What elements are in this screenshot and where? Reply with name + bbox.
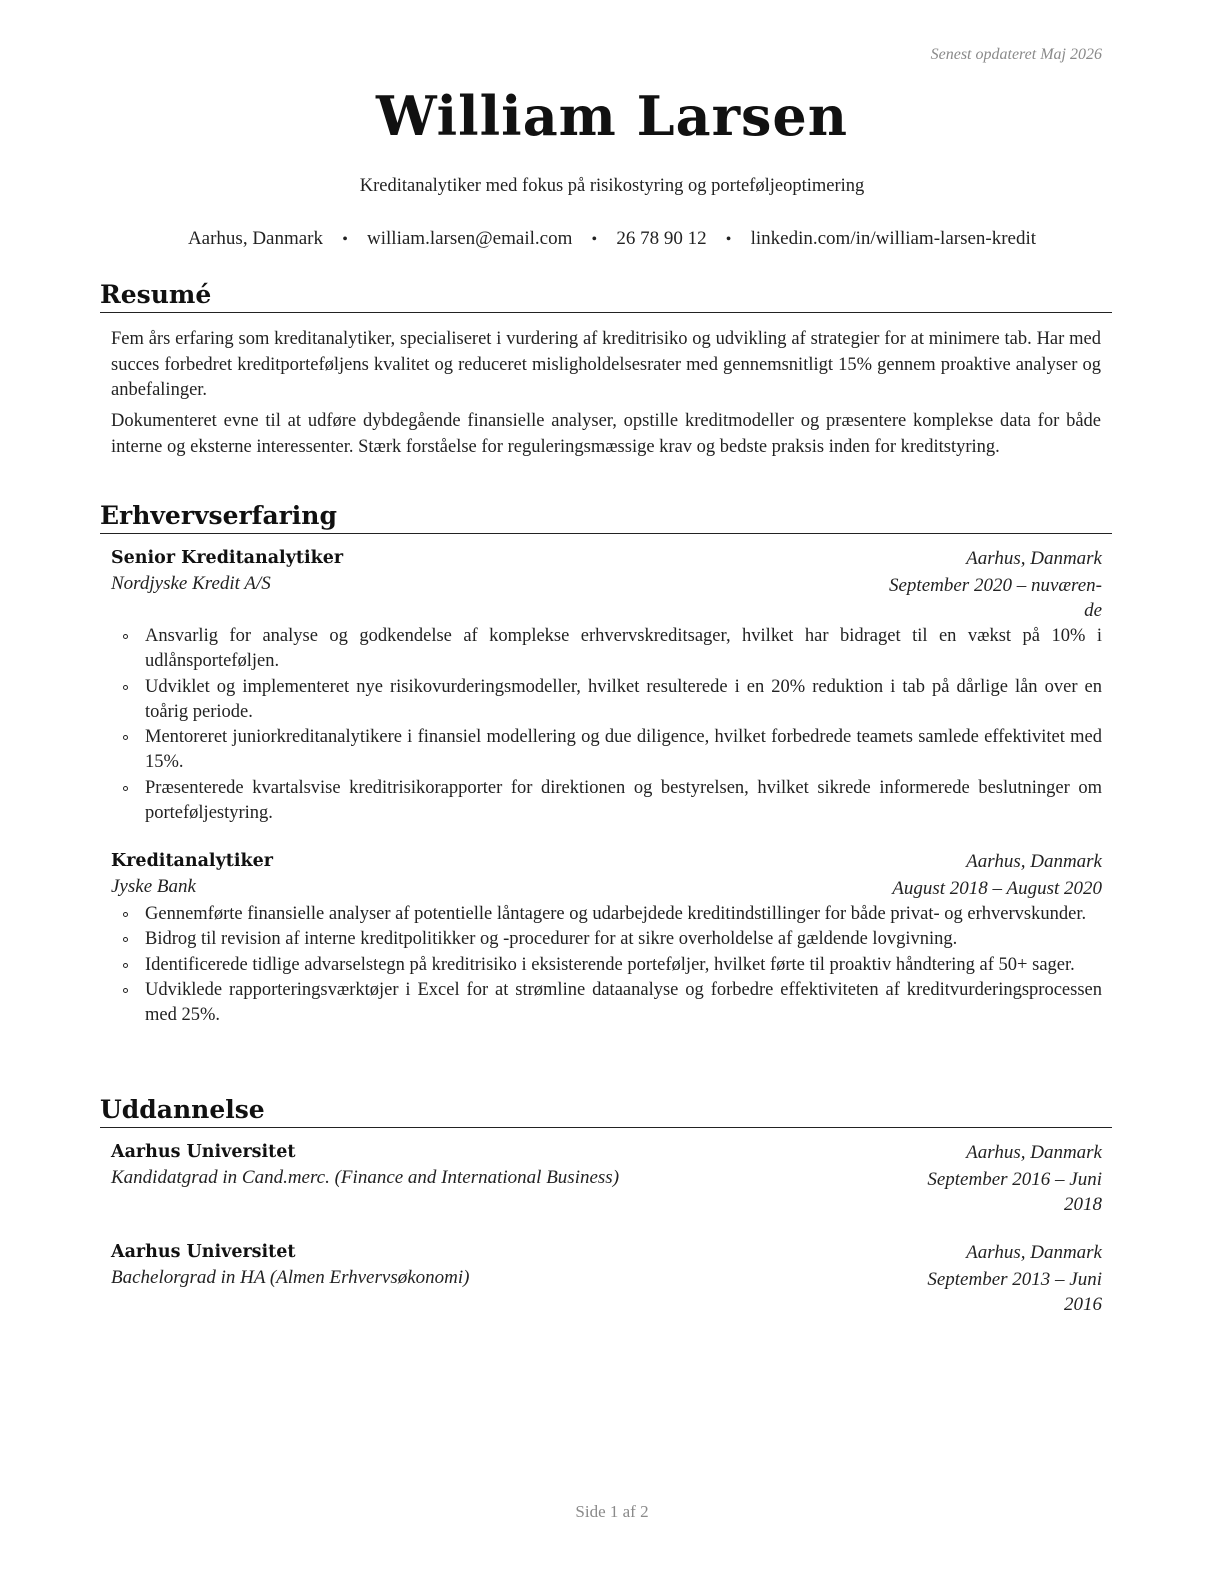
job-dates-line-1: September 2020 – nuværen-	[889, 575, 1102, 596]
job-company: Jyske Bank	[111, 876, 196, 897]
bullet-text: Mentoreret juniorkreditanalytikere i finansiel modellering og due diligence, hvilket forbedrede teamets samlede effektivitet med 15%.	[145, 727, 1102, 773]
section-title-education: Uddannelse	[100, 1093, 1112, 1128]
circle-bullet-icon	[123, 786, 128, 791]
list-item	[111, 725, 1102, 776]
circle-bullet-icon	[123, 963, 128, 968]
bullet-text: Bidrog til revision af interne kreditpolitikker og -procedurer for at sikre overholdelse af gældende lovgivning.	[145, 929, 958, 950]
last-updated: Senest opdateret Maj 2026	[930, 46, 1102, 63]
job-header	[111, 851, 1102, 877]
education-school: Aarhus Universitet	[111, 1242, 296, 1262]
education-dates	[927, 1167, 1102, 1217]
education-dates-line-2: 2016	[1064, 1294, 1102, 1315]
circle-bullet-icon	[123, 912, 128, 917]
summary-paragraph-2: Dokumenteret evne til at udføre dybdegående finansielle analyser, opstille kreditmodeller og præsentere komplekse data for både interne og eksterne interessenter. Stærk forståelse for reguleringsmæssige krav og bedste praksis inden for kreditstyring.	[111, 411, 1101, 457]
education-dates-line-2: 2018	[1064, 1194, 1102, 1215]
circle-bullet-icon	[123, 634, 128, 639]
job-header	[111, 548, 1102, 574]
contact-location: Aarhus, Danmark	[187, 228, 324, 249]
list-item	[111, 953, 1102, 978]
education-dates-line-1: September 2016 – Juni	[927, 1169, 1102, 1190]
job-location: Aarhus, Danmark	[966, 851, 1102, 872]
circle-bullet-icon	[123, 988, 128, 993]
tagline: Kreditanalytiker med fokus på risikostyring og porteføljeoptimering	[359, 176, 865, 196]
bullet-separator: •	[591, 231, 598, 248]
list-item	[111, 902, 1102, 927]
job-role: Kreditanalytiker	[111, 851, 273, 871]
job-dates-line-2: de	[1084, 600, 1102, 621]
bullet-separator: •	[342, 231, 348, 248]
contact-line	[0, 228, 1224, 250]
education-school: Aarhus Universitet	[111, 1142, 296, 1162]
circle-bullet-icon	[123, 937, 128, 942]
education-dates-line-1: September 2013 – Juni	[927, 1269, 1102, 1290]
bullet-text: Præsenterede kvartalsvise kreditrisikorapporter for direktionen og bestyrelsen, hvilket sikrede informerede beslutninger om porteføljestyring.	[145, 777, 1102, 824]
bullet-text: Gennemførte finansielle analyser af potentielle låntagere og udarbejdede kreditindstillinger for både privat- og erhvervskunder.	[145, 904, 1087, 924]
job-dates	[889, 573, 1102, 623]
job-role: Senior Kreditanalytiker	[111, 548, 344, 568]
list-item	[111, 776, 1102, 827]
education-location: Aarhus, Danmark	[966, 1242, 1102, 1263]
list-item	[111, 927, 1102, 952]
job-company: Nordjyske Kredit A/S	[111, 573, 271, 594]
circle-bullet-icon	[123, 735, 128, 740]
bullet-text: Udviklede rapporteringsværktøjer i Excel for at strømline dataanalyse og forbedre effektiviteten af kreditvurderingsprocessen med 25%.	[145, 979, 1102, 1026]
section-title-experience: Erhvervserfaring	[100, 499, 1112, 534]
contact-phone: 26 78 90 12	[616, 228, 707, 249]
education-header	[111, 1242, 1102, 1268]
bullet-text: Udviklet og implementeret nye risikovurderingsmodeller, hvilket resulterede i en 20% reduktion i tab på dårlige lån over en toårig periode.	[145, 676, 1102, 722]
contact-email[interactable]: william.larsen@email.com	[367, 228, 573, 249]
contact-linkedin[interactable]: linkedin.com/in/william-larsen-kredit	[750, 228, 1037, 249]
list-item	[111, 675, 1102, 726]
bullet-separator: •	[725, 231, 732, 248]
education-degree: Bachelorgrad in HA (Almen Erhvervsøkonomi)	[111, 1267, 470, 1288]
job-dates: August 2018 – August 2020	[892, 878, 1102, 899]
summary-paragraph-1: Fem års erfaring som kreditanalytiker, specialiseret i vurdering af kreditrisiko og udvikling af strategier for at minimere tab. Har med succes forbedret kreditporteføljens kvalitet og reduceret misligholdelsesrater med gennemsnitligt 15% gennem proaktive analyser og anbefalinger.	[111, 329, 1101, 400]
job-bullets	[111, 902, 1102, 1028]
list-item	[111, 624, 1102, 675]
bullet-text: Identificerede tidlige advarselstegn på kreditrisiko i eksisterende porteføljer, hvilket førte til proaktiv håndtering af 50+ sager.	[145, 954, 1075, 975]
page-number: Side 1 af 2	[575, 1502, 649, 1521]
education-degree: Kandidatgrad in Cand.merc. (Finance and International Business)	[111, 1167, 620, 1188]
education-dates	[927, 1267, 1102, 1317]
job-bullets	[111, 624, 1102, 826]
job-location: Aarhus, Danmark	[966, 548, 1102, 569]
section-title-summary: Resumé	[100, 278, 1112, 313]
circle-bullet-icon	[123, 685, 128, 690]
bullet-text: Ansvarlig for analyse og godkendelse af komplekse erhvervskreditsager, hvilket har bidraget til en vækst på 10% i udlånsporteføljen.	[145, 626, 1102, 672]
candidate-name: William Larsen	[375, 84, 849, 148]
education-header	[111, 1142, 1102, 1168]
list-item	[111, 978, 1102, 1029]
education-location: Aarhus, Danmark	[966, 1142, 1102, 1163]
